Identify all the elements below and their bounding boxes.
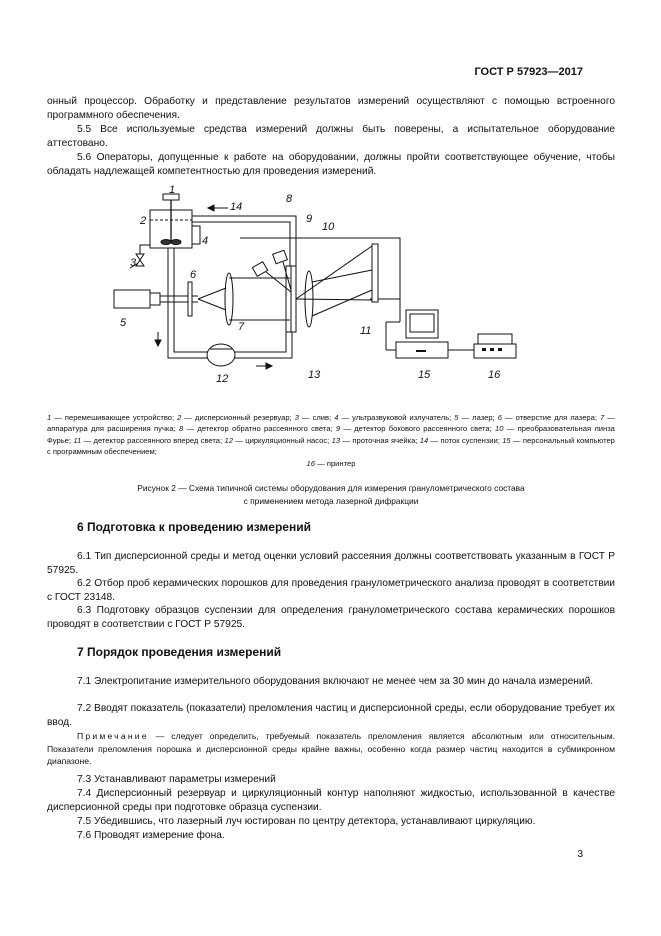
label-9: 9 (306, 213, 313, 225)
note-label: Примечание (77, 731, 149, 741)
legend-item: 6 — отверстие для лазера; (497, 413, 597, 422)
label-6: 6 (190, 269, 197, 281)
intro-paragraph-continued: онный процессор. Обработку и представление результатов измерений осуществляют с помощью встроенного программного обеспечения. (47, 96, 615, 121)
clause-6-3: 6.3 Подготовку образцов суспензии для определения гранулометрического состава керамических порошков проводят в соответствии с ГОСТ Р 57925. (47, 605, 615, 630)
clause-7-4: 7.4 Дисперсионный резервуар и циркуляционный контур наполняют жидкостью, использованной в качестве дисперсионной среды при подготовке образца суспензии. (47, 788, 615, 813)
label-1: 1 (169, 184, 176, 196)
label-14: 14 (230, 201, 243, 213)
legend-item: 11 — детектор рассеянного вперед света; (73, 435, 223, 445)
figure-caption (47, 482, 615, 507)
figure-caption-line-2: с применением метода лазерной дифракции (243, 495, 419, 506)
legend-item: 4 — ультразвуковой излучатель; (334, 413, 452, 422)
legend-item: 13 — проточная ячейка; (331, 435, 418, 445)
label-11: 11 (360, 325, 372, 337)
clause-7-6: 7.6 Проводят измерение фона. (77, 830, 225, 841)
figure-legend (47, 412, 615, 469)
section-7-heading: 7 Порядок проведения измерений (77, 645, 282, 659)
legend-item: 16 — принтер (306, 458, 356, 468)
section-6-heading: 6 Подготовка к проведению измерений (77, 520, 311, 534)
label-2: 2 (140, 215, 147, 227)
legend-item: 14 — поток суспензии; (419, 435, 500, 445)
legend-item: 12 — циркуляционный насос; (224, 435, 330, 445)
label-5: 5 (120, 317, 127, 329)
page-number: 3 (577, 849, 583, 860)
legend-item: 2 — дисперсионный резервуар; (177, 413, 292, 422)
legend-item: 5 — лазер; (454, 413, 495, 422)
equipment-diagram (100, 182, 540, 392)
legend-item: 10 — преобразовательная линза Фурье; (47, 424, 615, 445)
clause-6-1: 6.1 Тип дисперсионной среды и метод оценки условий рассеяния должны соответствовать указанным в ГОСТ Р 57925. (47, 551, 615, 576)
legend-item: 15 — персональный компьютер с программным обеспечением; (47, 435, 615, 457)
legend-item: 3 — слив; (294, 413, 332, 422)
label-10: 10 (322, 221, 335, 233)
clause-5-5: 5.5 Все используемые средства измерений должны быть поверены, а испытательное оборудование аттестовано. (47, 124, 615, 149)
label-8: 8 (286, 193, 293, 205)
clause-7-2: 7.2 Вводят показатель (показатели) преломления частиц и дисперсионной среды, если оборудование требует их ввод. (47, 703, 615, 728)
label-7: 7 (238, 321, 245, 333)
legend-item: 8 — детектор обратно рассеянного света; (179, 424, 333, 434)
clause-6-2: 6.2 Отбор проб керамических порошков для проведения гранулометрического анализа проводят в соответствии с ГОСТ 23148. (47, 578, 615, 603)
clause-7-1: 7.1 Электропитание измерительного оборудования включают не менее чем за 30 мин до начала измерений. (77, 676, 594, 687)
label-3: 3 (130, 257, 137, 269)
legend-item: 7 — аппаратура для расширения пучка; (47, 413, 615, 434)
label-16: 16 (488, 369, 501, 381)
clause-7-5: 7.5 Убедившись, что лазерный луч юстирован по центру детектора, устанавливают циркуляцию. (77, 816, 536, 827)
label-13: 13 (308, 369, 321, 381)
label-15: 15 (418, 369, 431, 381)
clause-7-3: 7.3 Устанавливают параметры измерений (77, 774, 276, 785)
note-text: — следует определить, требуемый показатель преломления является абсолютным или относительным. Показатели преломления порошка и дисперсионной среды крайне важны, особенно когда размер частиц находится в субмикронном диапазоне. (47, 731, 615, 767)
figure-caption-line-1: Рисунок 2 — Схема типичной системы оборудования для измерения гранулометрического состава (137, 483, 525, 493)
label-4: 4 (202, 235, 209, 247)
document-code: ГОСТ Р 57923—2017 (474, 66, 583, 78)
label-12: 12 (216, 373, 229, 385)
note (47, 730, 615, 768)
legend-item: 9 — детектор бокового рассеянного света; (335, 424, 492, 434)
legend-item: 1 — перемешивающее устройство; (47, 413, 175, 422)
clause-5-6: 5.6 Операторы, допущенные к работе на оборудовании, должны пройти соответствующее обучение, чтобы обладать надлежащей компетентностью для проведения измерений. (47, 152, 615, 177)
